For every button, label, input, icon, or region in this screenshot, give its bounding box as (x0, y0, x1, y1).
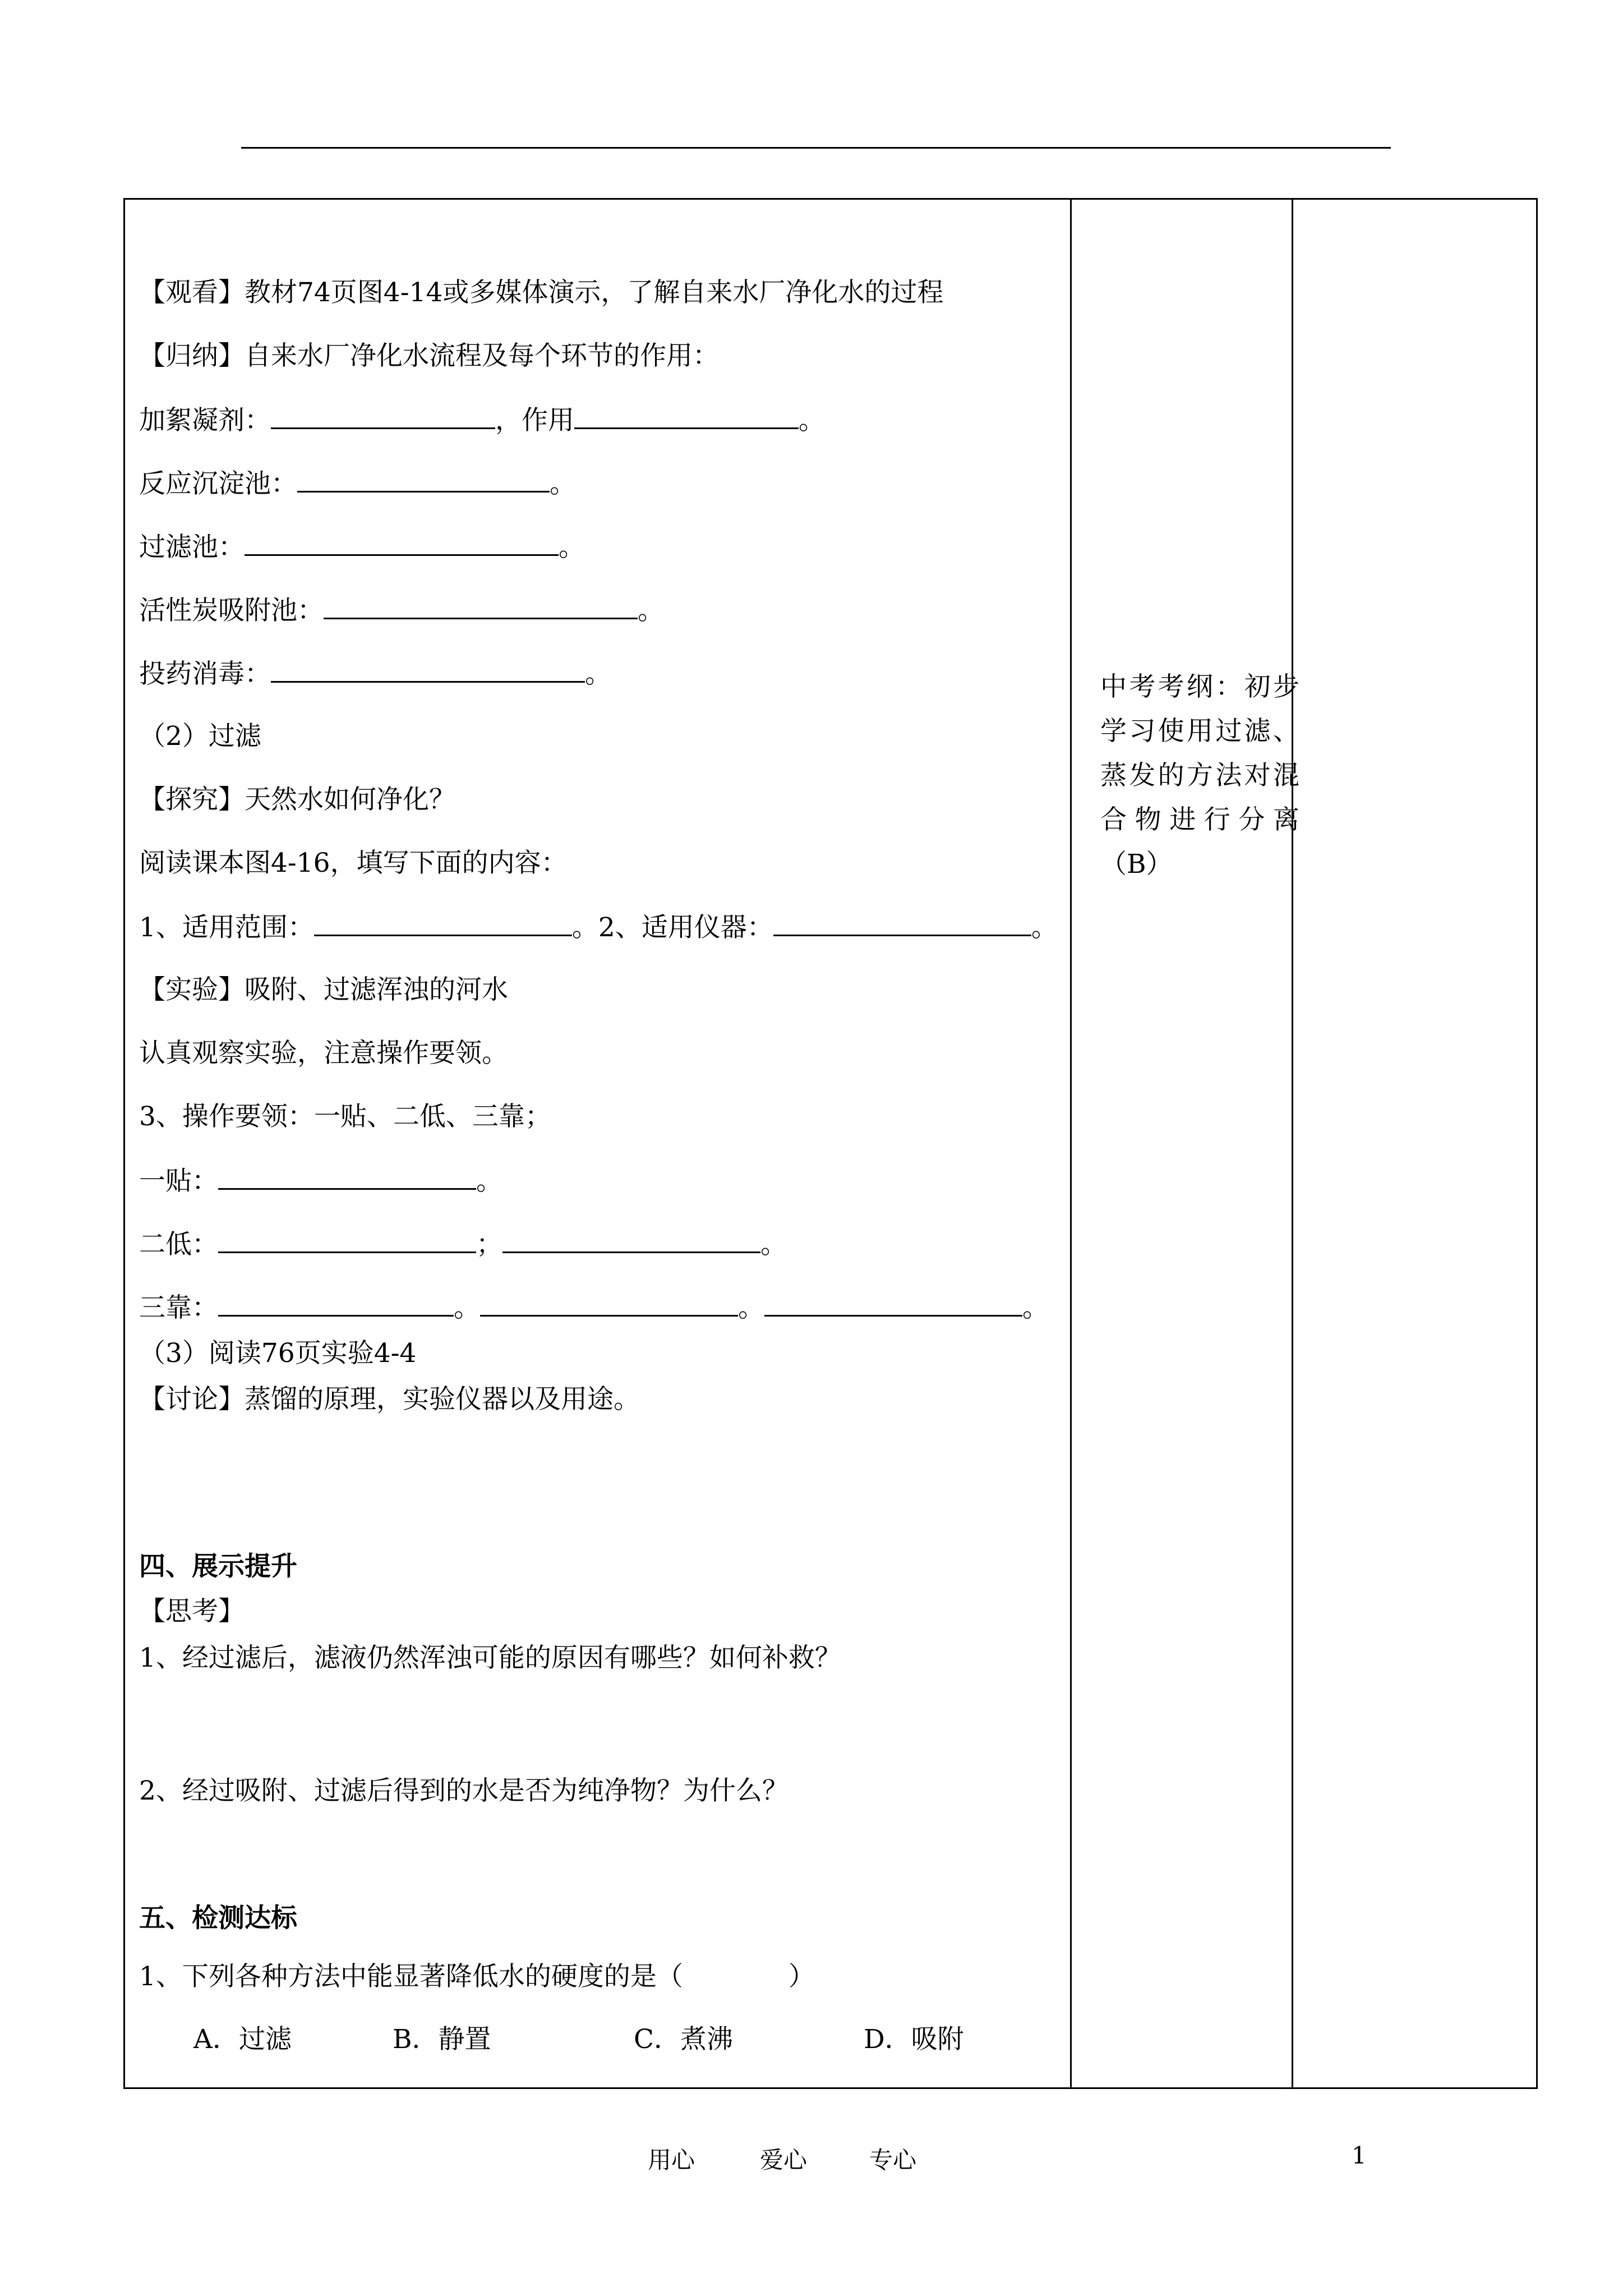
think-label: 【思考】 (139, 1596, 245, 1627)
column-divider-2 (1292, 200, 1293, 2087)
question-2: 2、经过吸附、过滤后得到的水是否为纯净物？为什么？ (139, 1775, 789, 1806)
scope-line: 1、适用范围： 。2、适用仪器： 。 (139, 910, 1058, 945)
footer-word-3: 专心 (869, 2146, 917, 2174)
summary-line: 【归纳】自来水厂净化水流程及每个环节的作用： (139, 341, 719, 371)
carbon-line: 活性炭吸附池： 。 (139, 593, 664, 628)
observe-line: 【观看】教材74页图4-14或多媒体演示，了解自来水厂净化水的过程 (139, 277, 944, 308)
three-lean-line: 三靠： 。 。 。 (139, 1290, 1049, 1325)
column-divider-1 (1070, 200, 1072, 2087)
answer-blank[interactable] (480, 1290, 738, 1317)
explore-line: 【探究】天然水如何净化？ (139, 784, 455, 815)
exam-syllabus-note: 中考考纲：初步学习使用过滤、蒸发的方法对混合物进行分离（B） (1100, 671, 1299, 880)
section-distillation: （3）阅读76页实验4-4 (139, 1338, 417, 1369)
disinfect-line: 投药消毒： 。 (139, 656, 611, 691)
option-b: B．静置 (393, 2024, 491, 2055)
answer-blank[interactable] (324, 593, 638, 619)
answer-blank[interactable] (218, 1227, 476, 1253)
test-question-1: 1、下列各种方法中能显著降低水的硬度的是（ ） (139, 1961, 815, 1992)
section-filtration: （2）过滤 (139, 721, 261, 752)
option-c: C．煮沸 (634, 2024, 733, 2055)
two-low-line: 二低： ； 。 (139, 1227, 787, 1262)
essentials-line: 3、操作要领：一贴、二低、三靠； (139, 1101, 551, 1132)
question-1: 1、经过滤后，滤液仍然浑浊可能的原因有哪些？如何补救？ (139, 1642, 841, 1673)
section-four-heading: 四、展示提升 (139, 1551, 297, 1582)
answer-blank[interactable] (245, 530, 559, 556)
header-rule (241, 147, 1391, 149)
experiment-line: 【实验】吸附、过滤浑浊的河水 (139, 974, 508, 1005)
answer-blank[interactable] (297, 466, 550, 493)
answer-blank[interactable] (218, 1163, 476, 1190)
observe-exp-line: 认真观察实验，注意操作要领。 (139, 1038, 508, 1069)
footer-word-1: 用心 (648, 2146, 695, 2174)
answer-blank[interactable] (574, 403, 799, 429)
page-number: 1 (1352, 2142, 1367, 2169)
answer-blank[interactable] (773, 910, 1031, 936)
filter-pool-line: 过滤池： 。 (139, 530, 585, 564)
footer-word-2: 爱心 (760, 2146, 808, 2174)
sedimentation-line: 反应沉淀池： 。 (139, 466, 576, 501)
answer-blank[interactable] (502, 1227, 760, 1253)
answer-blank[interactable] (271, 403, 495, 429)
option-d: D．吸附 (864, 2024, 964, 2055)
section-five-heading: 五、检测达标 (139, 1903, 297, 1934)
answer-blank[interactable] (764, 1290, 1022, 1317)
answer-blank[interactable] (218, 1290, 454, 1317)
answer-blank[interactable] (314, 910, 572, 936)
one-stick-line: 一贴： 。 (139, 1163, 502, 1198)
discuss-line: 【讨论】蒸馏的原理，实验仪器以及用途。 (139, 1384, 640, 1415)
answer-blank[interactable] (271, 656, 585, 683)
option-a: A．过滤 (193, 2024, 292, 2055)
flocculant-line: 加絮凝剂： ，作用 。 (139, 403, 825, 438)
read-line: 阅读课本图4-16，填写下面的内容： (139, 848, 568, 878)
